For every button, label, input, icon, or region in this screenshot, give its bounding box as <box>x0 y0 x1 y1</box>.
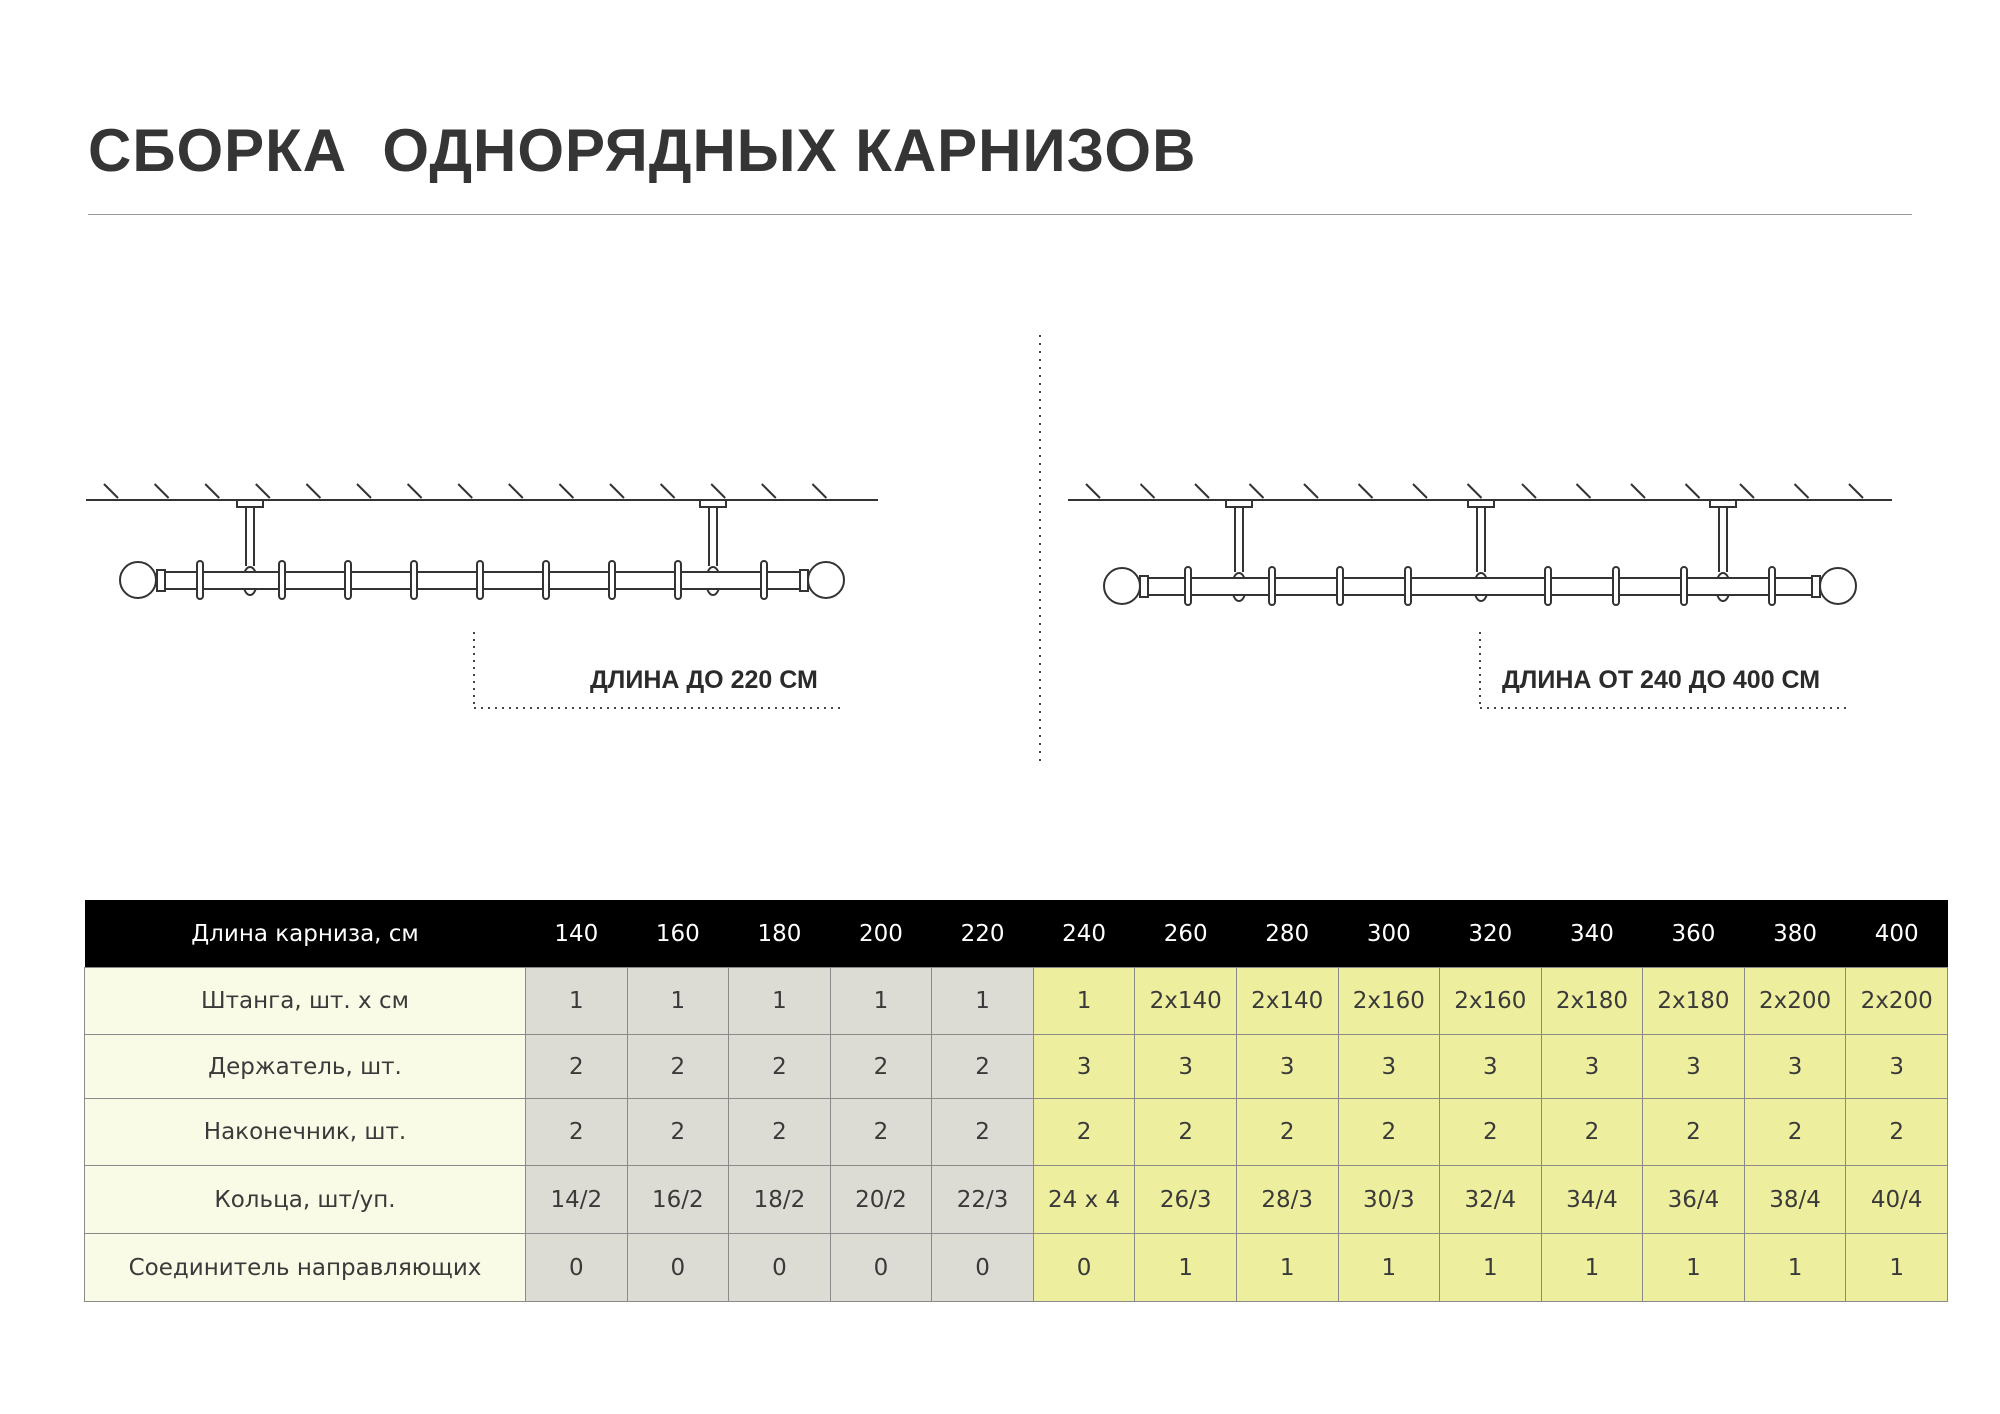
table-cell: 14/2 <box>526 1166 628 1234</box>
header-length: 260 <box>1135 900 1237 968</box>
header-length: 140 <box>526 900 628 968</box>
header-length: 300 <box>1338 900 1440 968</box>
table-cell: 2 <box>1541 1099 1643 1166</box>
right-length-label: ДЛИНА ОТ 240 ДО 400 СМ <box>1502 666 1821 694</box>
row-label: Соединитель направляющих <box>85 1234 526 1302</box>
table-cell: 3 <box>1033 1035 1135 1099</box>
row-label: Штанга, шт. х см <box>85 968 526 1035</box>
left-ceiling-hatch <box>104 484 826 498</box>
header-length: 160 <box>627 900 729 968</box>
table-cell: 1 <box>1236 1234 1338 1302</box>
table-cell: 1 <box>1440 1234 1542 1302</box>
right-rod <box>1144 578 1816 595</box>
table-cell: 2 <box>627 1035 729 1099</box>
table-cell: 20/2 <box>830 1166 932 1234</box>
table-cell: 2 <box>1643 1099 1745 1166</box>
table-cell: 2 <box>932 1099 1034 1166</box>
right-finial-left <box>1104 568 1148 604</box>
table-cell: 24 x 4 <box>1033 1166 1135 1234</box>
table-cell: 2 <box>830 1035 932 1099</box>
table-cell: 2 <box>1135 1099 1237 1166</box>
left-length-label: ДЛИНА ДО 220 СМ <box>590 666 818 694</box>
table-cell: 36/4 <box>1643 1166 1745 1234</box>
table-cell: 30/3 <box>1338 1166 1440 1234</box>
header-length: 180 <box>729 900 831 968</box>
table-cell: 2x200 <box>1744 968 1846 1035</box>
header-length: 320 <box>1440 900 1542 968</box>
table-cell: 0 <box>526 1234 628 1302</box>
table-cell: 1 <box>729 968 831 1035</box>
table-cell: 2 <box>932 1035 1034 1099</box>
table-cell: 2 <box>1236 1099 1338 1166</box>
header-length: 400 <box>1846 900 1948 968</box>
table-cell: 2 <box>1744 1099 1846 1166</box>
table-cell: 2 <box>830 1099 932 1166</box>
table-cell: 3 <box>1744 1035 1846 1099</box>
table-cell: 40/4 <box>1846 1166 1948 1234</box>
table-cell: 1 <box>1033 968 1135 1035</box>
table-cell: 1 <box>1338 1234 1440 1302</box>
table-cell: 22/3 <box>932 1166 1034 1234</box>
header-length: 380 <box>1744 900 1846 968</box>
table-cell: 1 <box>932 968 1034 1035</box>
table-cell: 2x200 <box>1846 968 1948 1035</box>
row-label: Наконечник, шт. <box>85 1099 526 1166</box>
table-cell: 2 <box>729 1035 831 1099</box>
table-cell: 2 <box>1033 1099 1135 1166</box>
table-cell: 3 <box>1338 1035 1440 1099</box>
table-cell: 3 <box>1643 1035 1745 1099</box>
table-cell: 1 <box>830 968 932 1035</box>
table-cell: 0 <box>729 1234 831 1302</box>
table-cell: 1 <box>1744 1234 1846 1302</box>
table-cell: 16/2 <box>627 1166 729 1234</box>
table-cell: 1 <box>627 968 729 1035</box>
header-label: Длина карниза, см <box>85 900 526 968</box>
header-length: 240 <box>1033 900 1135 968</box>
left-rings <box>197 561 767 599</box>
assembly-table <box>84 900 1948 1302</box>
table-cell: 3 <box>1440 1035 1542 1099</box>
right-rod-diagram <box>1068 484 1892 605</box>
table-cell: 2 <box>1338 1099 1440 1166</box>
table-cell: 2x160 <box>1338 968 1440 1035</box>
table-cell: 2 <box>627 1099 729 1166</box>
left-finial-right <box>800 562 844 598</box>
table-cell: 3 <box>1236 1035 1338 1099</box>
left-finial-left <box>120 562 165 598</box>
header-length: 220 <box>932 900 1034 968</box>
header-length: 340 <box>1541 900 1643 968</box>
page-title: СБОРКА ОДНОРЯДНЫХ КАРНИЗОВ <box>88 117 1197 184</box>
right-ceiling-hatch <box>1086 484 1863 498</box>
table-cell: 0 <box>1033 1234 1135 1302</box>
table-cell: 3 <box>1846 1035 1948 1099</box>
table-cell: 1 <box>1643 1234 1745 1302</box>
table-cell: 2 <box>729 1099 831 1166</box>
table-cell: 3 <box>1541 1035 1643 1099</box>
table-row <box>85 1234 1948 1302</box>
table-cell: 3 <box>1135 1035 1237 1099</box>
left-rod-diagram <box>86 484 878 599</box>
table-cell: 2x180 <box>1643 968 1745 1035</box>
table-cell: 1 <box>1541 1234 1643 1302</box>
table-cell: 2x140 <box>1135 968 1237 1035</box>
table-header-row <box>85 900 1948 968</box>
header-length: 360 <box>1643 900 1745 968</box>
table-cell: 1 <box>1135 1234 1237 1302</box>
table-cell: 1 <box>526 968 628 1035</box>
table-cell: 2 <box>1846 1099 1948 1166</box>
table-cell: 2x180 <box>1541 968 1643 1035</box>
table-cell: 2x140 <box>1236 968 1338 1035</box>
table-cell: 32/4 <box>1440 1166 1542 1234</box>
row-label: Держатель, шт. <box>85 1035 526 1099</box>
table-cell: 0 <box>627 1234 729 1302</box>
table-cell: 2 <box>526 1035 628 1099</box>
table-cell: 26/3 <box>1135 1166 1237 1234</box>
row-label: Кольца, шт/уп. <box>85 1166 526 1234</box>
header-length: 280 <box>1236 900 1338 968</box>
table-cell: 28/3 <box>1236 1166 1338 1234</box>
table-row <box>85 968 1948 1035</box>
table-cell: 2 <box>526 1099 628 1166</box>
table-cell: 2x160 <box>1440 968 1542 1035</box>
table-cell: 18/2 <box>729 1166 831 1234</box>
table-cell: 38/4 <box>1744 1166 1846 1234</box>
table-cell: 1 <box>1846 1234 1948 1302</box>
table-row <box>85 1166 1948 1234</box>
header-length: 200 <box>830 900 932 968</box>
table-row <box>85 1035 1948 1099</box>
table-cell: 2 <box>1440 1099 1542 1166</box>
table-cell: 0 <box>830 1234 932 1302</box>
table-row <box>85 1099 1948 1166</box>
right-finial-right <box>1812 568 1856 604</box>
table-cell: 0 <box>932 1234 1034 1302</box>
table-cell: 34/4 <box>1541 1166 1643 1234</box>
